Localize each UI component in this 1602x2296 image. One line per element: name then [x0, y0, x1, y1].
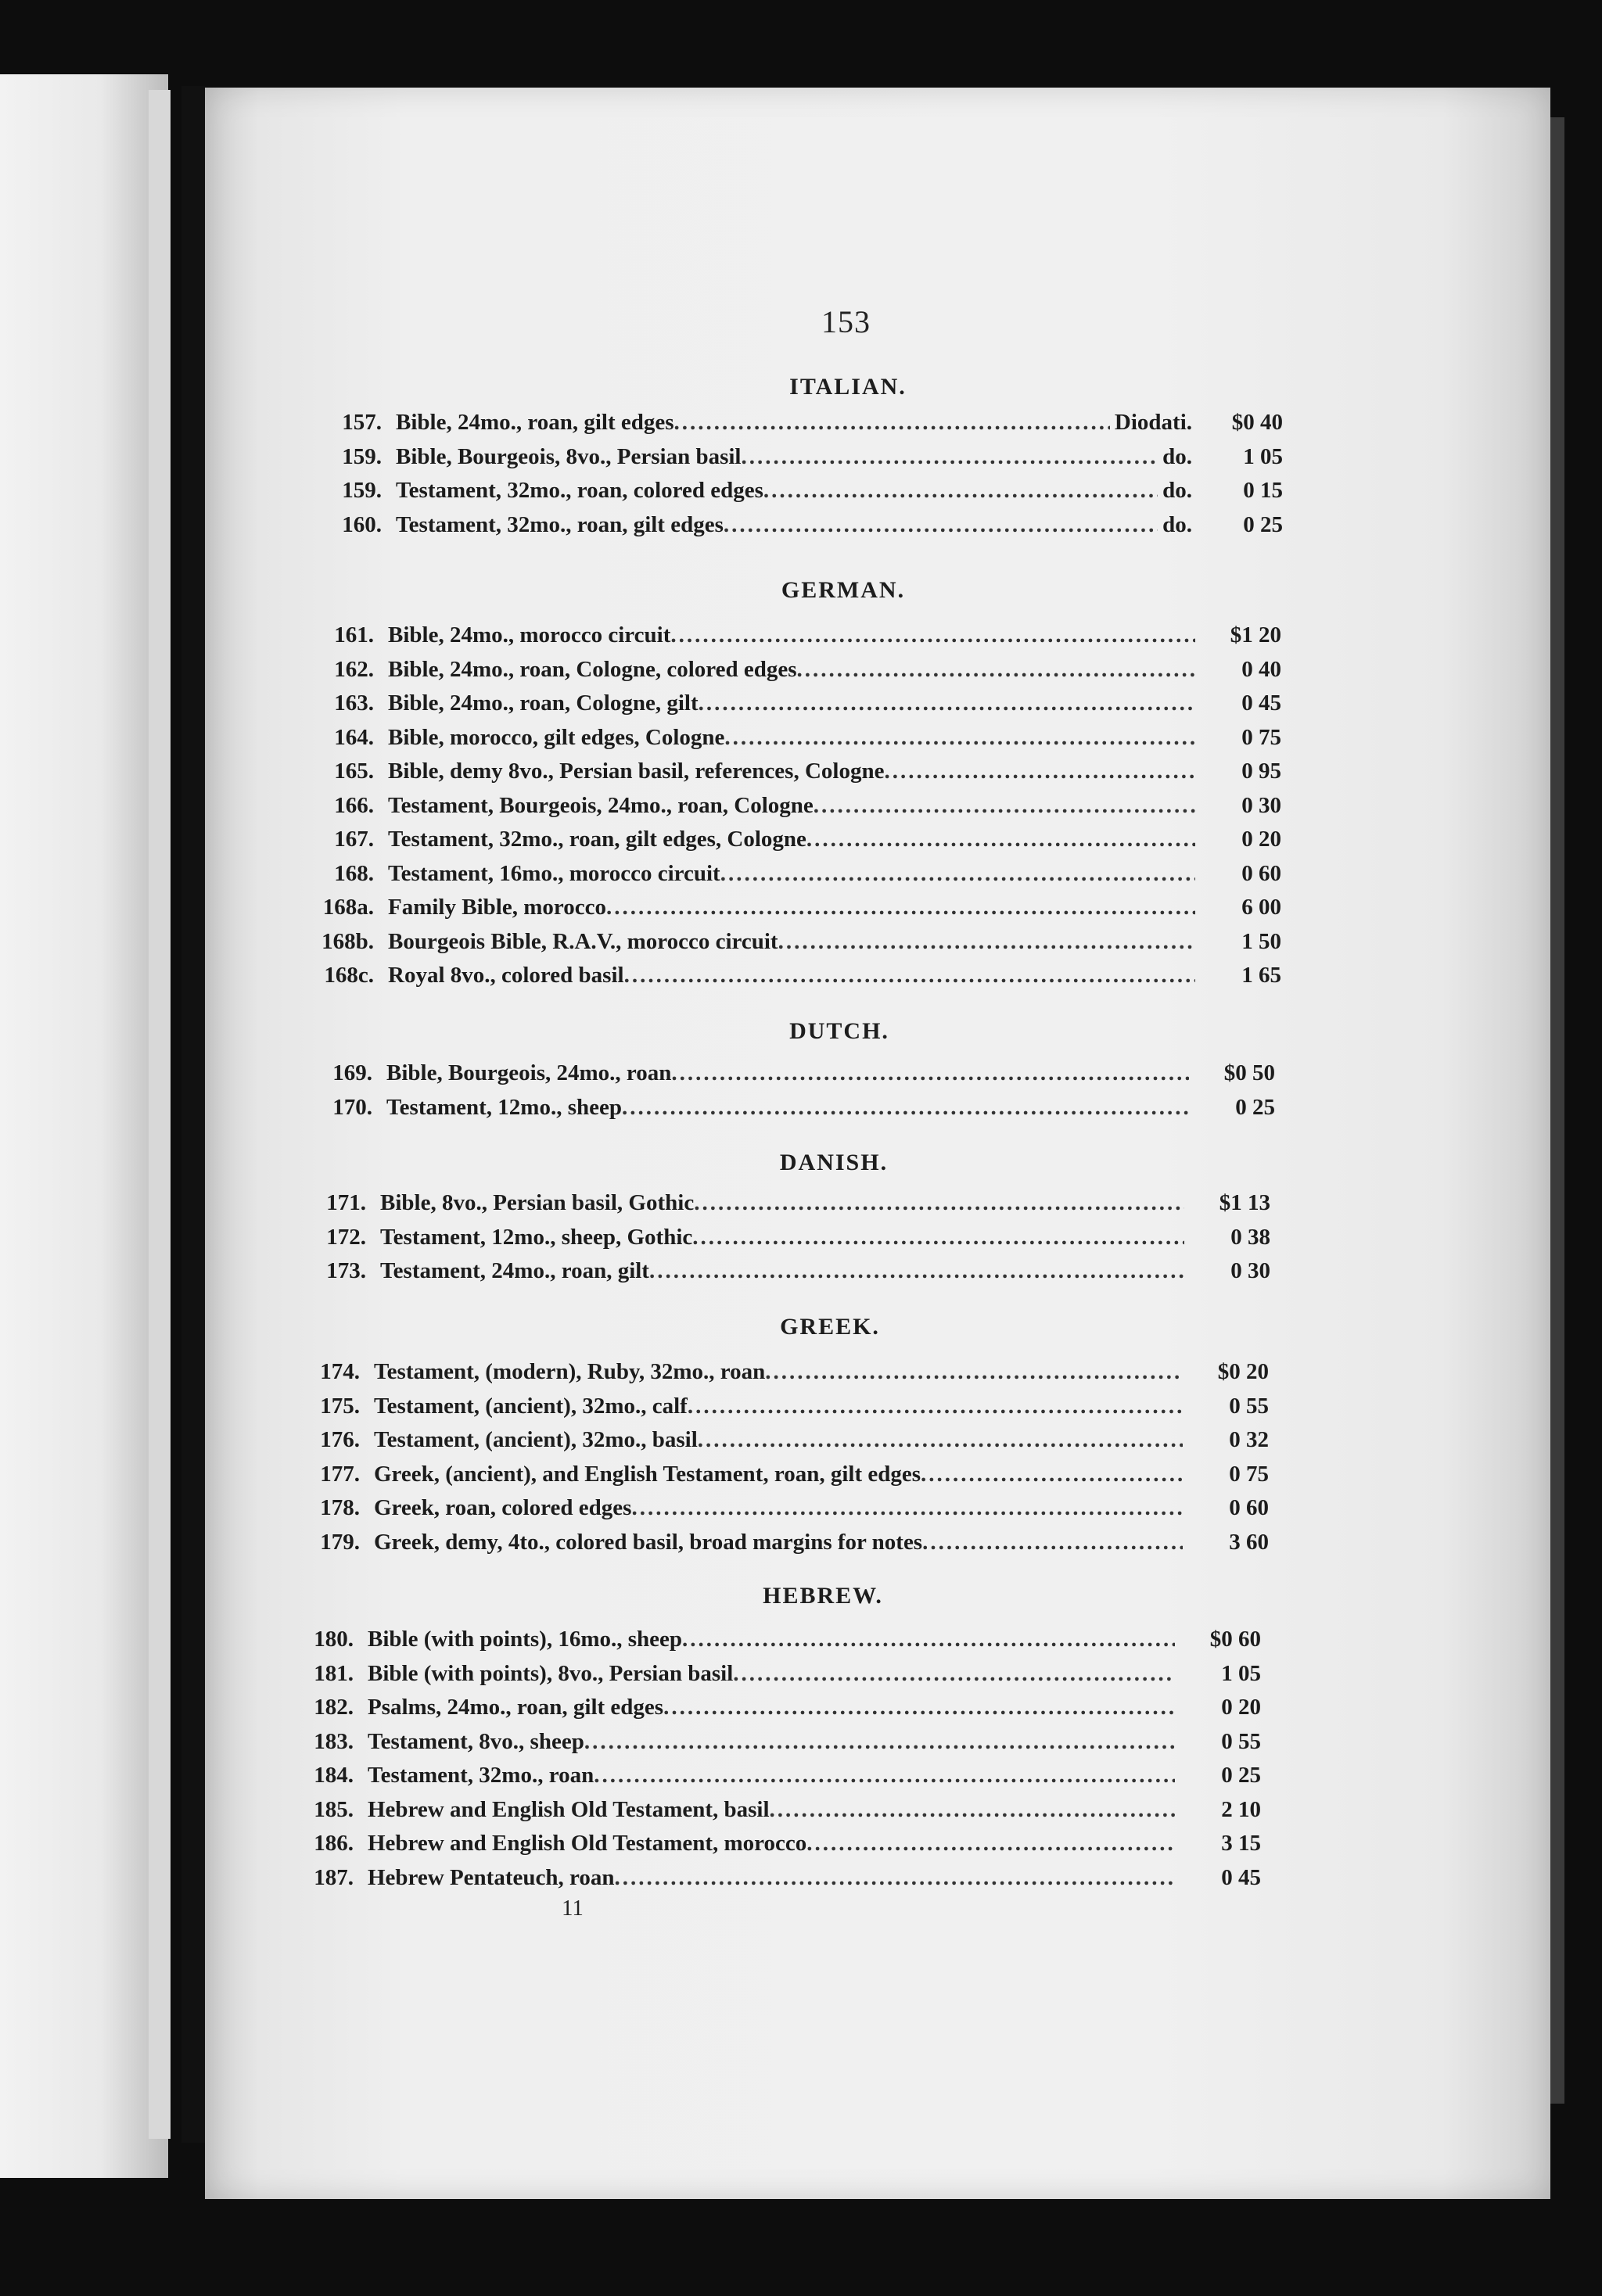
entry-description: Testament, 32mo., roan, gilt edges, Cologne [388, 827, 806, 852]
catalog-entry [275, 1797, 1261, 1831]
dot-leader [682, 1627, 1175, 1652]
catalog-entry [296, 963, 1281, 997]
catalog-entry [275, 1729, 1261, 1763]
entry-number: 157. [342, 410, 382, 435]
entry-description: Bourgeois Bible, R.A.V., morocco circuit [388, 929, 778, 954]
catalog-entry [282, 1427, 1269, 1462]
facing-page-edge [0, 74, 168, 2178]
entry-description: Testament, 32mo., roan [368, 1763, 594, 1788]
entry-price: 0 40 [1241, 657, 1281, 682]
dot-leader [649, 1258, 1184, 1284]
entry-description: Greek, roan, colored edges [374, 1495, 632, 1520]
dot-leader [584, 1729, 1175, 1755]
section-heading: GREEK. [780, 1314, 880, 1340]
dot-leader [770, 1797, 1175, 1823]
entry-price: 0 30 [1230, 1258, 1270, 1283]
entry-description: Bible (with points), 8vo., Persian basil [368, 1661, 734, 1686]
catalog-entry [296, 895, 1281, 929]
entry-price: $1 20 [1230, 622, 1281, 648]
entry-description: Testament, (modern), Ruby, 32mo., roan [374, 1359, 766, 1384]
entry-number: 187. [314, 1865, 354, 1890]
section-heading: HEBREW. [763, 1583, 883, 1609]
entry-number: 172. [326, 1225, 366, 1250]
catalog-entry [288, 1258, 1270, 1293]
dot-leader [692, 1225, 1184, 1250]
entry-number: 163. [334, 691, 374, 716]
dot-leader [778, 929, 1195, 955]
entry-number: 182. [314, 1695, 354, 1720]
catalog-entry [275, 1831, 1261, 1865]
signature-mark: 11 [562, 1896, 584, 1921]
catalog-entry [294, 1095, 1275, 1129]
entry-description: Hebrew Pentateuch, roan [368, 1865, 615, 1890]
entry-number: 168a. [322, 895, 374, 920]
entry-translator: do. [1162, 512, 1192, 537]
entry-description: Testament, 32mo., roan, colored edges [396, 478, 763, 503]
entry-number: 180. [314, 1627, 354, 1652]
entry-price: 0 25 [1235, 1095, 1275, 1120]
dot-leader [699, 691, 1195, 716]
entry-description: Testament, (ancient), 32mo., calf [374, 1394, 688, 1419]
catalog-entry [282, 1530, 1269, 1564]
catalog-entry [282, 1359, 1269, 1394]
entry-price: 3 60 [1229, 1530, 1269, 1555]
entry-description: Hebrew and English Old Testament, basil [368, 1797, 770, 1822]
entry-price: $0 40 [1231, 410, 1283, 435]
entry-description: Bible, Bourgeois, 8vo., Persian basil [396, 444, 742, 469]
dot-leader [694, 1190, 1184, 1216]
catalog-entry [288, 1190, 1270, 1225]
entry-translator: do. [1162, 444, 1192, 469]
entry-number: 177. [320, 1462, 360, 1487]
entry-description: Greek, demy, 4to., colored basil, broad margins for notes [374, 1530, 923, 1555]
dot-leader [724, 725, 1195, 751]
entry-description: Family Bible, morocco [388, 895, 606, 920]
entry-number: 174. [320, 1359, 360, 1384]
catalog-entry [294, 1060, 1275, 1095]
entry-price: 0 15 [1243, 478, 1283, 503]
entry-number: 160. [342, 512, 382, 537]
entry-price: 1 05 [1243, 444, 1283, 469]
entry-translator: do. [1162, 478, 1192, 503]
catalog-entry [296, 929, 1281, 963]
entry-price: 0 95 [1241, 759, 1281, 784]
entry-translator: Diodati. [1114, 410, 1192, 435]
entry-number: 186. [314, 1831, 354, 1856]
entry-description: Testament, 8vo., sheep [368, 1729, 584, 1754]
catalog-entry [296, 861, 1281, 895]
entry-description: Testament, (ancient), 32mo., basil [374, 1427, 698, 1452]
entry-price: $1 13 [1219, 1190, 1270, 1215]
facing-page-margin [149, 90, 171, 2139]
entry-description: Testament, Bourgeois, 24mo., roan, Cologne [388, 793, 814, 818]
dot-leader [814, 793, 1195, 819]
entry-description: Bible, 24mo., roan, Cologne, colored edges [388, 657, 797, 682]
dot-leader [806, 1831, 1175, 1857]
entry-number: 173. [326, 1258, 366, 1283]
entry-description: Royal 8vo., colored basil [388, 963, 624, 988]
dot-leader [624, 963, 1195, 988]
catalog-entry [296, 827, 1281, 861]
entry-number: 165. [334, 759, 374, 784]
entry-price: 0 75 [1241, 725, 1281, 750]
entry-number: 168c. [324, 963, 374, 988]
entry-price: 1 05 [1221, 1661, 1261, 1686]
entry-price: 0 60 [1241, 861, 1281, 886]
entry-number: 164. [334, 725, 374, 750]
section-heading: DUTCH. [789, 1018, 889, 1044]
catalog-entry [296, 759, 1281, 793]
entry-number: 161. [334, 622, 374, 648]
catalog-entry [275, 1865, 1261, 1900]
entry-price: 0 45 [1221, 1865, 1261, 1890]
entry-price: $0 50 [1223, 1060, 1275, 1085]
section-heading: DANISH. [779, 1150, 889, 1175]
page-edge-shadow [1550, 117, 1564, 2104]
dot-leader [720, 861, 1195, 887]
catalog-entry [304, 512, 1283, 547]
entry-number: 166. [334, 793, 374, 818]
entry-description: Bible, morocco, gilt edges, Cologne [388, 725, 725, 750]
entry-description: Bible, 24mo., roan, gilt edges [396, 410, 674, 435]
dot-leader [614, 1865, 1175, 1891]
entry-number: 169. [332, 1060, 372, 1085]
entry-price: 0 30 [1241, 793, 1281, 818]
catalog-entry [296, 725, 1281, 759]
entry-number: 168. [334, 861, 374, 886]
catalog-entry [275, 1661, 1261, 1695]
entry-description: Bible, 24mo., morocco circuit [388, 622, 671, 648]
entry-description: Bible, 24mo., roan, Cologne, gilt [388, 691, 699, 716]
dot-leader [674, 410, 1110, 436]
dot-leader [698, 1427, 1183, 1453]
entry-price: 0 25 [1243, 512, 1283, 537]
catalog-entry [282, 1495, 1269, 1530]
catalog-entry [296, 691, 1281, 725]
entry-description: Testament, 32mo., roan, gilt edges [396, 512, 724, 537]
entry-price: 2 10 [1221, 1797, 1261, 1822]
dot-leader [884, 759, 1195, 784]
entry-description: Hebrew and English Old Testament, morocco [368, 1831, 807, 1856]
entry-number: 183. [314, 1729, 354, 1754]
entry-number: 168b. [321, 929, 374, 954]
entry-number: 181. [314, 1661, 354, 1686]
catalog-entry [275, 1695, 1261, 1729]
section-heading: GERMAN. [781, 577, 906, 603]
entry-number: 175. [320, 1394, 360, 1419]
catalog-entry [282, 1394, 1269, 1428]
page-number: 153 [821, 304, 871, 339]
entry-price: 3 15 [1221, 1831, 1261, 1856]
dot-leader [724, 512, 1158, 538]
dot-leader [606, 895, 1195, 920]
entry-price: 0 20 [1241, 827, 1281, 852]
dot-leader [797, 657, 1195, 683]
catalog-entry [304, 444, 1283, 479]
entry-price: 0 32 [1229, 1427, 1269, 1452]
entry-price: 0 25 [1221, 1763, 1261, 1788]
dot-leader [921, 1462, 1183, 1487]
dot-leader [922, 1530, 1183, 1555]
entry-number: 171. [326, 1190, 366, 1215]
entry-price: 1 50 [1241, 929, 1281, 954]
dot-leader [631, 1495, 1183, 1521]
entry-description: Testament, 16mo., morocco circuit [388, 861, 720, 886]
catalog-entry [296, 622, 1281, 657]
entry-price: 0 45 [1241, 691, 1281, 716]
entry-number: 159. [342, 478, 382, 503]
entry-number: 170. [332, 1095, 372, 1120]
catalog-entry [275, 1627, 1261, 1661]
book-gutter [181, 86, 205, 2143]
entry-description: Testament, 24mo., roan, gilt [380, 1258, 649, 1283]
dot-leader [663, 1695, 1175, 1720]
entry-number: 176. [320, 1427, 360, 1452]
dot-leader [670, 622, 1195, 648]
entry-number: 185. [314, 1797, 354, 1822]
catalog-entry [304, 410, 1283, 444]
entry-number: 184. [314, 1763, 354, 1788]
catalog-entry [275, 1763, 1261, 1797]
dot-leader [733, 1661, 1175, 1687]
entry-description: Bible, Bourgeois, 24mo., roan [386, 1060, 672, 1085]
entry-number: 167. [334, 827, 374, 852]
entry-number: 159. [342, 444, 382, 469]
dot-leader [741, 444, 1158, 470]
entry-price: $0 60 [1209, 1627, 1261, 1652]
dot-leader [622, 1095, 1189, 1121]
entry-description: Greek, (ancient), and English Testament, roan, gilt edges [374, 1462, 921, 1487]
entry-description: Bible, 8vo., Persian basil, Gothic [380, 1190, 695, 1215]
dot-leader [688, 1394, 1183, 1419]
entry-description: Bible, demy 8vo., Persian basil, references, Cologne [388, 759, 885, 784]
catalog-entry [304, 478, 1283, 512]
entry-price: 0 60 [1229, 1495, 1269, 1520]
entry-description: Psalms, 24mo., roan, gilt edges [368, 1695, 664, 1720]
section-heading: ITALIAN. [789, 374, 907, 400]
dot-leader [763, 478, 1158, 504]
entry-number: 178. [320, 1495, 360, 1520]
entry-price: 0 55 [1229, 1394, 1269, 1419]
entry-price: $0 20 [1217, 1359, 1269, 1384]
entry-number: 162. [334, 657, 374, 682]
dot-leader [806, 827, 1195, 852]
entry-price: 6 00 [1241, 895, 1281, 920]
catalog-entry [296, 793, 1281, 827]
dot-leader [765, 1359, 1183, 1385]
entry-price: 0 38 [1230, 1225, 1270, 1250]
catalog-entry [288, 1225, 1270, 1259]
entry-description: Testament, 12mo., sheep, Gothic [380, 1225, 693, 1250]
entry-price: 1 65 [1241, 963, 1281, 988]
entry-description: Bible (with points), 16mo., sheep [368, 1627, 683, 1652]
dot-leader [671, 1060, 1189, 1086]
entry-price: 0 20 [1221, 1695, 1261, 1720]
entry-price: 0 75 [1229, 1462, 1269, 1487]
entry-description: Testament, 12mo., sheep [386, 1095, 623, 1120]
dot-leader [594, 1763, 1175, 1788]
catalog-entry [296, 657, 1281, 691]
entry-number: 179. [320, 1530, 360, 1555]
entry-price: 0 55 [1221, 1729, 1261, 1754]
catalog-entry [282, 1462, 1269, 1496]
